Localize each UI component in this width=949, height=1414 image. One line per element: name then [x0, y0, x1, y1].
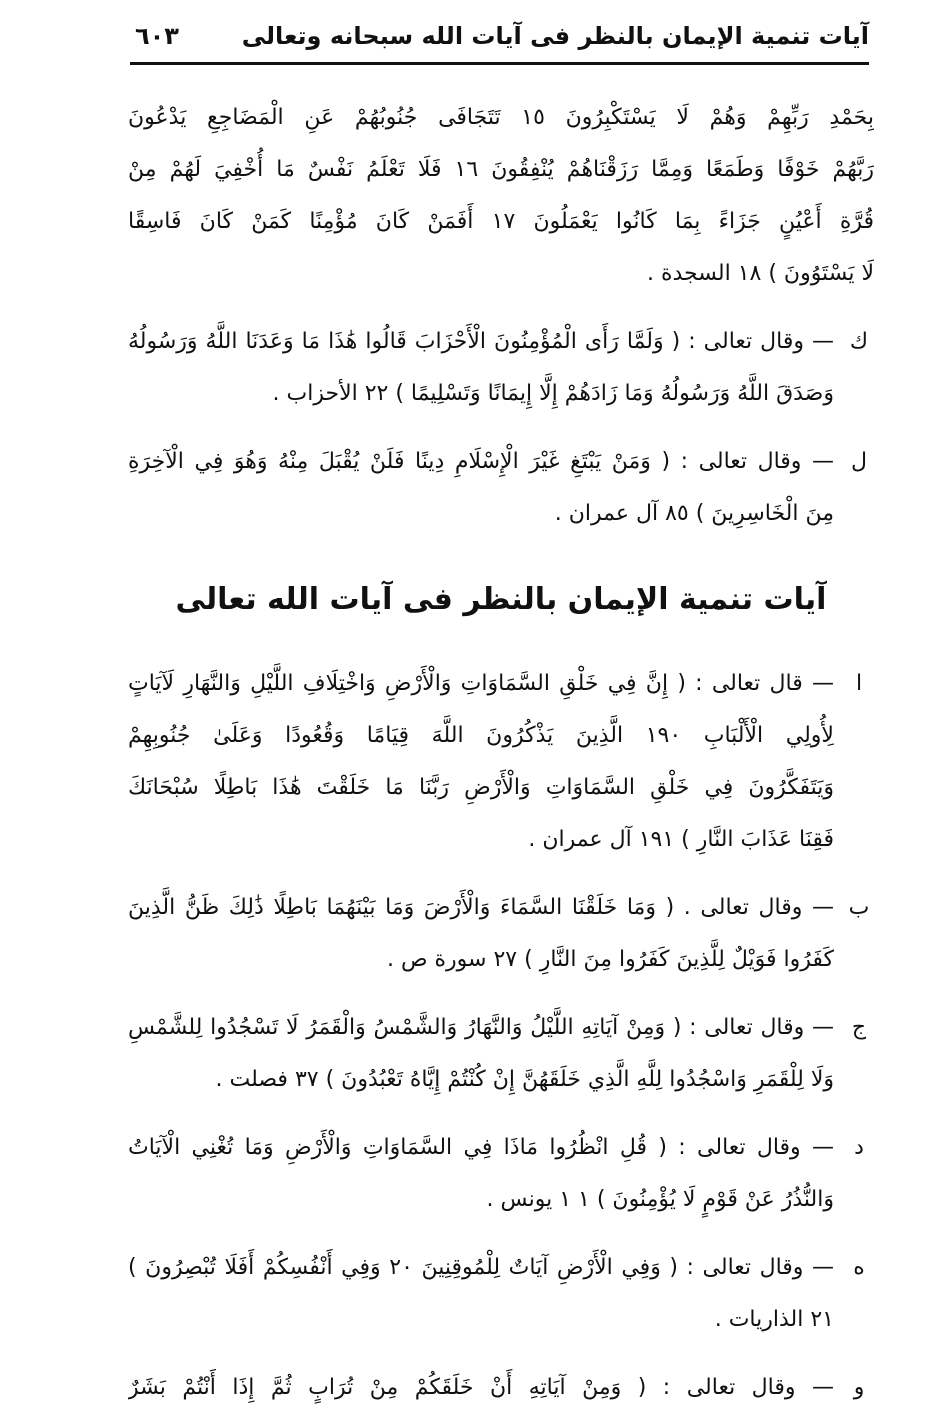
page-header: [135, 18, 869, 54]
entry-marker: ب: [848, 895, 870, 920]
text-line: فَقِنَا عَذَابَ النَّارِ ) ١٩١ آل عمران .: [528, 827, 834, 852]
text-line: لَا يَسْتَوُونَ ) ١٨ السجدة .: [647, 261, 874, 286]
entry-dal: [128, 1122, 874, 1226]
entry-kaf: [128, 316, 874, 420]
entry-ba: [128, 882, 874, 986]
continuation-block: [128, 92, 874, 300]
text-line: — وقال تعالى . ( وَمَا خَلَقْنَا السَّمَاءَ وَالْأَرْضَ وَمَا بَيْنَهُمَا بَاطِلًا ذَٰلِكَ ظَنُّ الَّذِينَ: [128, 895, 834, 920]
entry-waw: [128, 1362, 874, 1414]
entry-marker: و: [853, 1375, 865, 1400]
text-line: وَيَتَفَكَّرُونَ فِي خَلْقِ السَّمَاوَاتِ وَالْأَرْضِ رَبَّنَا مَا خَلَقْتَ هَٰذَا بَاطِلًا سُبْحَانَكَ: [128, 775, 834, 800]
text-line: — وقال تعالى : ( وَلَمَّا رَأَى الْمُؤْمِنُونَ الْأَحْزَابَ قَالُوا هَٰذَا مَا وَعَدَنَا اللَّهُ وَرَسُولُهُ: [128, 329, 834, 354]
entry-marker: ل: [851, 449, 867, 474]
text-line: — وقال تعالى : ( وَمِنْ آيَاتِهِ أَنْ خَلَقَكُمْ مِنْ تُرَابٍ ثُمَّ إِذَا أَنْتُمْ بَشَرٌ: [128, 1375, 834, 1400]
entry-jim: [128, 1002, 874, 1106]
text-line: وَلَا لِلْقَمَرِ وَاسْجُدُوا لِلَّهِ الَّذِي خَلَقَهُنَّ إِنْ كُنْتُمْ إِيَّاهُ تَعْبُدُونَ ) ٣٧ فصلت .: [215, 1067, 834, 1092]
entry-alif: [128, 658, 874, 866]
section-heading: آيات تنمية الإيمان بالنظر فى آيات الله تعالى: [175, 582, 827, 617]
entry-marker: ج: [851, 1015, 867, 1040]
entry-marker: ك: [849, 329, 869, 354]
text-line: — قال تعالى : ( إِنَّ فِي خَلْقِ السَّمَاوَاتِ وَالْأَرْضِ وَاخْتِلَافِ اللَّيْلِ وَالنَّهَارِ لَآيَاتٍ: [128, 671, 834, 696]
text-line: — وقال تعالى : ( قُلِ انْظُرُوا مَاذَا فِي السَّمَاوَاتِ وَالْأَرْضِ وَمَا تُغْنِي الْآيَاتُ: [128, 1135, 834, 1160]
text-line: — وقال تعالى : ( وَمِنْ آيَاتِهِ اللَّيْلُ وَالنَّهَارُ وَالشَّمْسُ وَالْقَمَرُ لَا تَسْجُدُوا لِلشَّمْسِ: [128, 1015, 834, 1040]
page-body: [128, 92, 874, 1414]
text-line: كَفَرُوا فَوَيْلٌ لِلَّذِينَ كَفَرُوا مِنَ النَّارِ ) ٢٧ سورة ص .: [386, 947, 834, 972]
running-title: آيات تنمية الإيمان بالنظر فى آيات الله سبحانه وتعالى: [241, 22, 869, 50]
entry-lam: [128, 436, 874, 540]
text-line: وَالنُّذُرُ عَنْ قَوْمٍ لَا يُؤْمِنُونَ ) ١ ١ يونس .: [486, 1187, 834, 1212]
text-line: بِحَمْدِ رَبِّهِمْ وَهُمْ لَا يَسْتَكْبِرُونَ ١٥ تَتَجَافَى جُنُوبُهُمْ عَنِ الْمَضَاجِعِ يَدْعُونَ: [128, 105, 874, 130]
entry-ha: [128, 1242, 874, 1346]
entry-marker: ه: [853, 1255, 865, 1280]
text-line: لِأُولِي الْأَلْبَابِ ١٩٠ الَّذِينَ يَذْكُرُونَ اللَّهَ قِيَامًا وَقُعُودًا وَعَلَىٰ جُنُوبِهِمْ: [128, 723, 834, 748]
entry-marker: ا: [855, 671, 863, 696]
text-line: — وقال تعالى : ( وَفِي الْأَرْضِ آيَاتٌ لِلْمُوقِنِينَ ٢٠ وَفِي أَنْفُسِكُمْ أَفَلَا تُبْصِرُونَ ): [128, 1255, 834, 1280]
text-line: رَبَّهُمْ خَوْفًا وَطَمَعًا وَمِمَّا رَزَقْنَاهُمْ يُنْفِقُونَ ١٦ فَلَا تَعْلَمُ نَفْسٌ مَا أُخْفِيَ لَهُمْ مِنْ: [128, 157, 874, 182]
entry-marker: د: [854, 1135, 864, 1160]
text-line: ٢١ الذاريات .: [714, 1307, 834, 1332]
header-rule: [130, 62, 869, 65]
page-number: ٦٠٣: [135, 22, 179, 50]
text-line: قُرَّةِ أَعْيُنٍ جَزَاءً بِمَا كَانُوا يَعْمَلُونَ ١٧ أَفَمَنْ كَانَ مُؤْمِنًا كَمَنْ كَانَ فَاسِقًا: [128, 209, 874, 234]
text-line: وَصَدَقَ اللَّهُ وَرَسُولُهُ وَمَا زَادَهُمْ إِلَّا إِيمَانًا وَتَسْلِيمًا ) ٢٢ الأحزاب .: [272, 381, 834, 406]
text-line: مِنَ الْخَاسِرِينَ ) ٨٥ آل عمران .: [554, 501, 834, 526]
text-line: — وقال تعالى : ( وَمَنْ يَبْتَغِ غَيْرَ الْإِسْلَامِ دِينًا فَلَنْ يُقْبَلَ مِنْهُ وَهُوَ فِي الْآخِرَةِ: [128, 449, 834, 474]
